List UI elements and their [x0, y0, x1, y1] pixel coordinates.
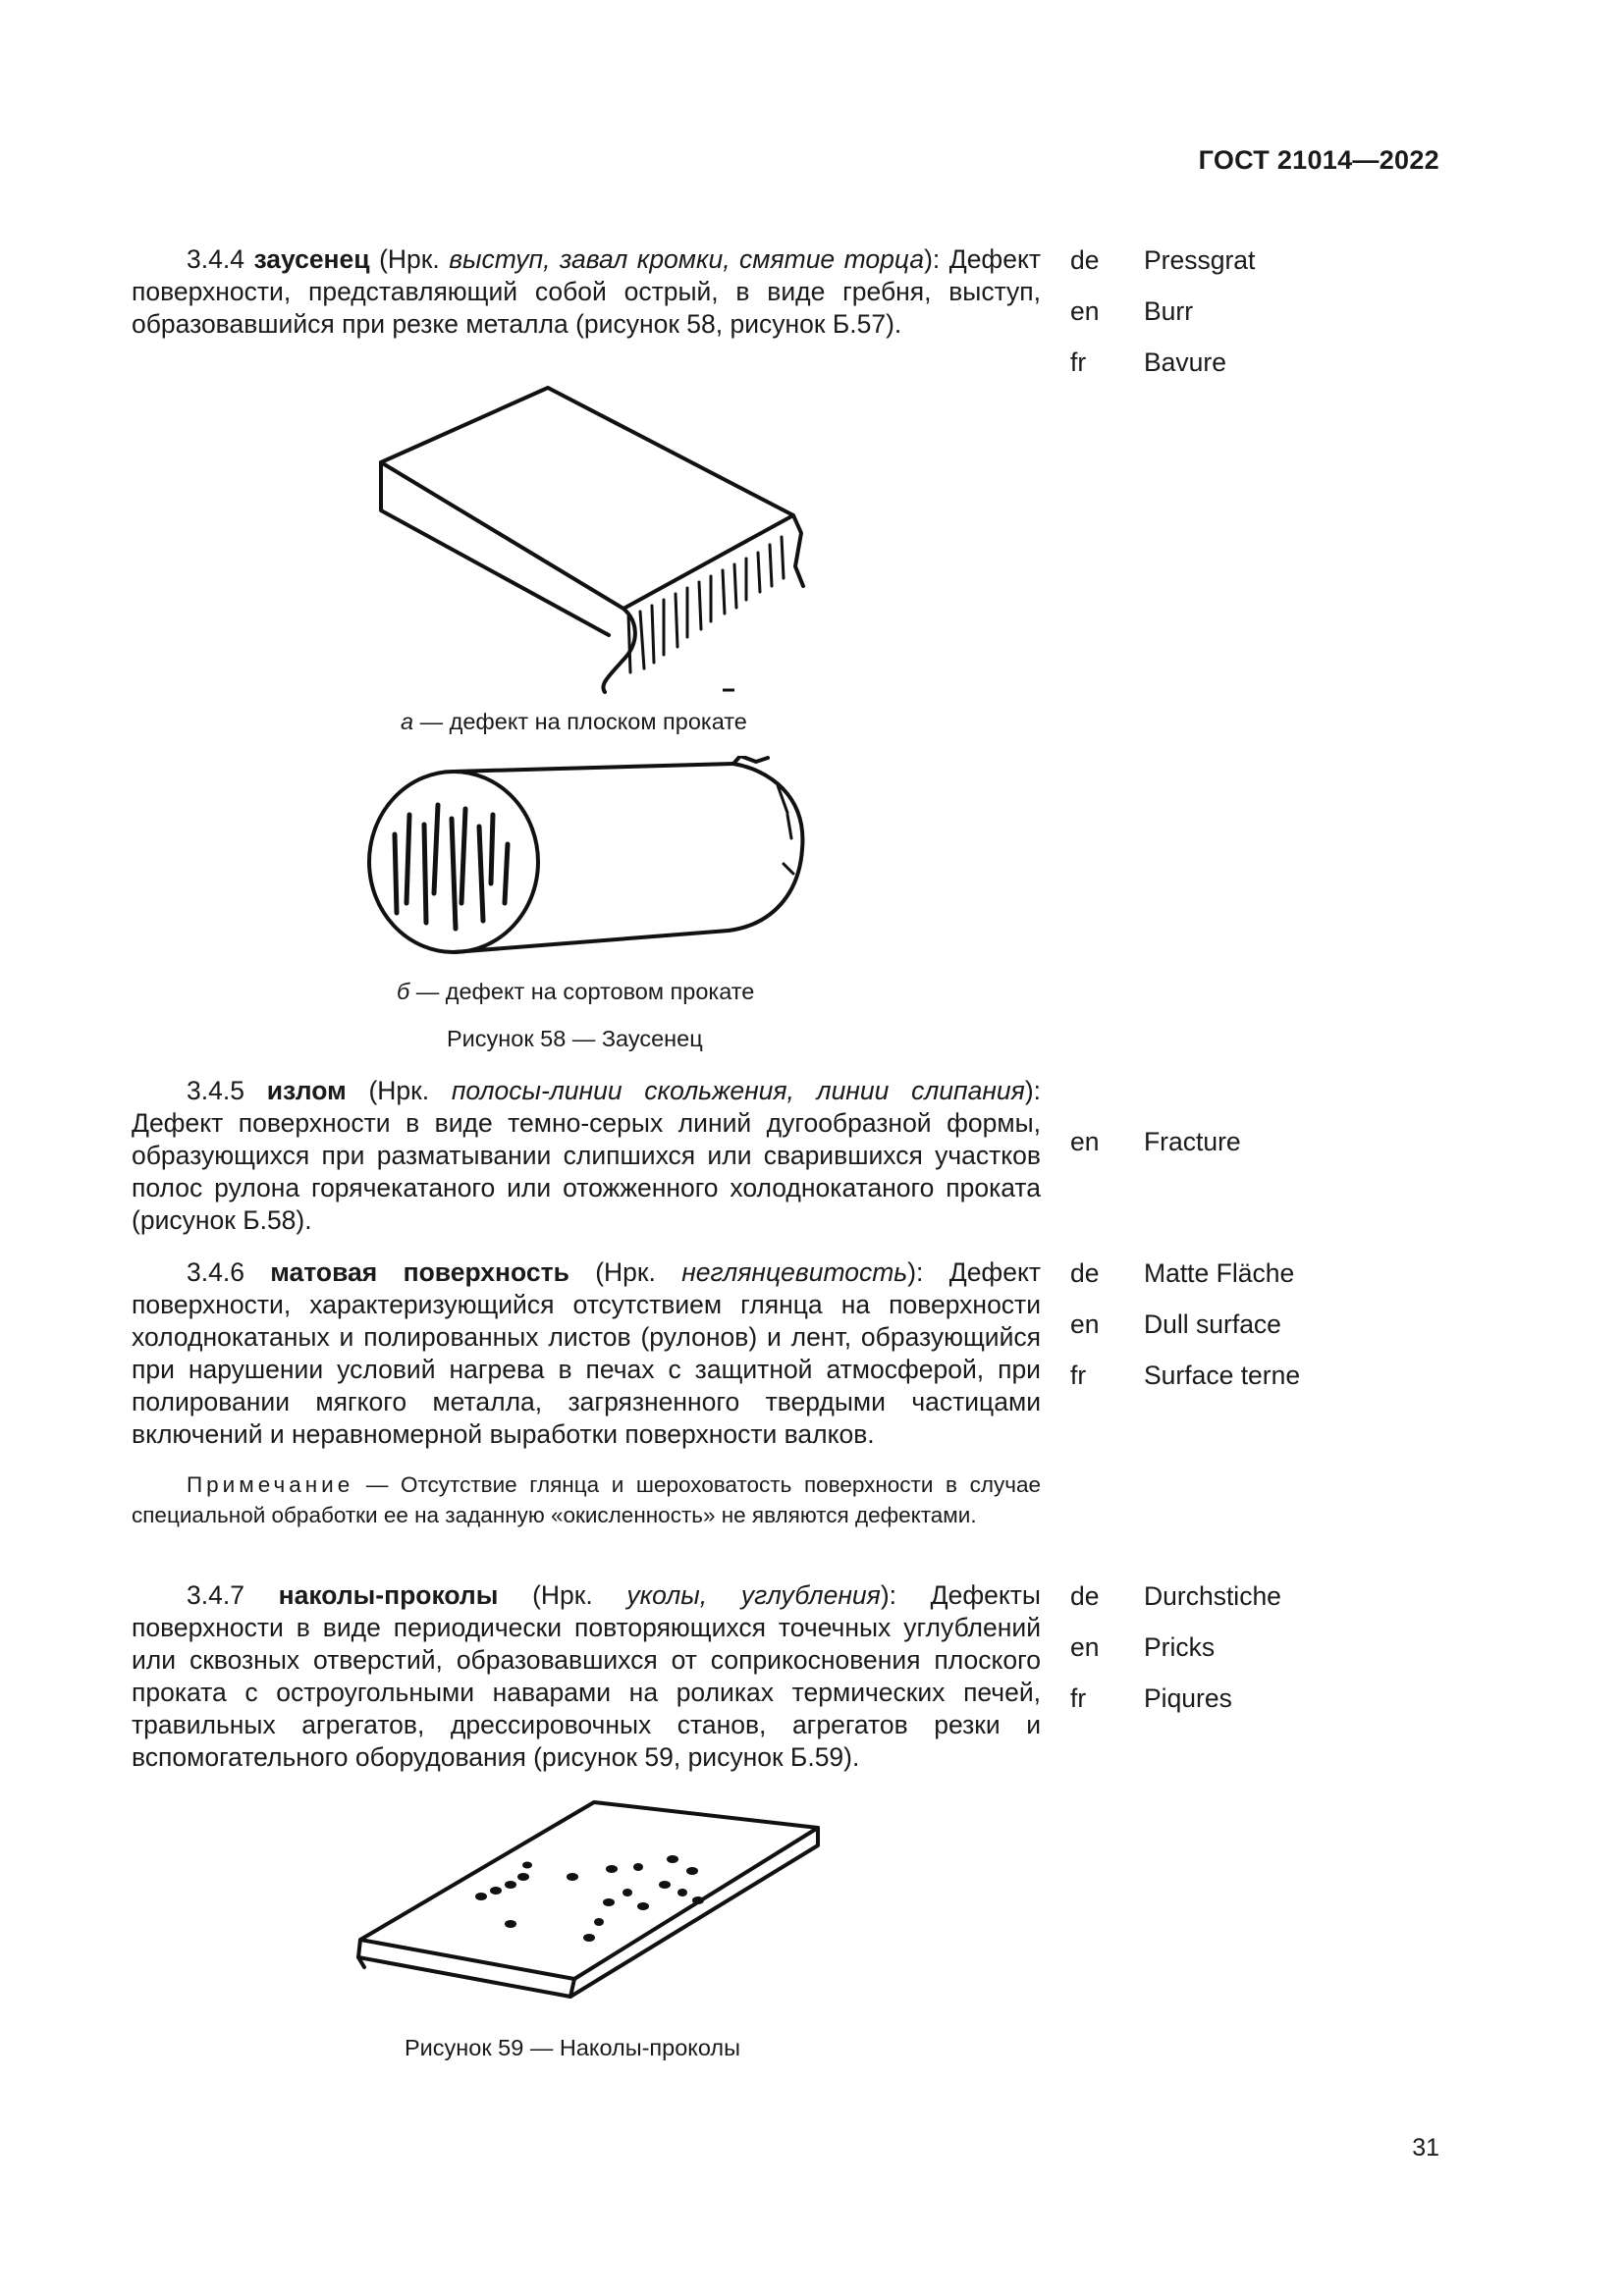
lang-code: de — [1070, 1581, 1100, 1611]
lang-code: de — [1070, 1258, 1100, 1288]
term-definition: Дефекты поверхности в виде периодически повторяющихся точечных углублений или сквозных отверстий, образовавшихся от соприкосновения плоского проката с остроугольными наварами на роликах термических печей, травильных агрегатов, дрессировочных станов, агрегатов резки и вспомогательного оборудования (рисунок 59, рисунок Б.59). — [132, 1580, 1041, 1772]
term-name: заусенец — [253, 244, 370, 274]
equivalents-3-4-6 — [1070, 1258, 1365, 1412]
term-3-4-4: 3.4.4 заусенец (Нрк. выступ, завал кромки, смятие торца): Дефект поверхности, представляющий собой острый, в виде гребня, выступ, образовавшийся при резке металла (рисунок 58, рисунок Б.57). — [132, 244, 1042, 339]
equivalents-3-4-7 — [1070, 1581, 1365, 1735]
term-synonyms: выступ, завал кромки, смятие торца — [449, 244, 925, 274]
page-number: 31 — [1412, 2134, 1439, 2162]
foreign-term: Pricks — [1144, 1632, 1216, 1662]
term-3-4-5: 3.4.5 излом (Нрк. полосы-линии скольжения, линии слипания): Дефект поверхности в виде темно-серых линий дугообразной формы, образующихся при разматывании слипшихся или сварившихся участков полос рулона горячекатаного или отожженного холоднокатаного проката (рисунок Б.58). — [132, 1076, 1042, 1235]
note-text: — Отсутствие глянца и шероховатость поверхности в случае специальной обработки ее на заданную «окисленность» не являются дефектами. — [132, 1472, 1041, 1527]
term-3-4-7: 3.4.7 наколы-проколы (Нрк. уколы, углубления): Дефекты поверхности в виде периодически повторяющихся точечных углублений или сквозных отверстий, образовавшихся от соприкосновения плоского проката с остроугольными наварами на роликах термических печей, травильных агрегатов, дрессировочных станов, агрегатов резки и вспомогательного оборудования (рисунок 59, рисунок Б.59). — [132, 1580, 1041, 1772]
figure-58b-round-burr — [355, 756, 817, 967]
lang-code: en — [1070, 296, 1100, 326]
figure-58-title: Рисунок 58 — Заусенец — [447, 1026, 703, 1051]
term-synonyms: полосы-линии скольжения, линии слипания — [451, 1076, 1025, 1105]
lang-code: en — [1070, 1632, 1100, 1662]
term-number: 3.4.7 — [187, 1580, 244, 1610]
note — [132, 1469, 1041, 1530]
lang-code: fr — [1070, 347, 1087, 377]
equivalents-3-4-5 — [1070, 1127, 1365, 1178]
lang-code: fr — [1070, 1361, 1087, 1390]
foreign-term: Fracture — [1144, 1127, 1241, 1156]
term-definition: Дефект поверхности, представляющий собой острый, в виде гребня, выступ, образовавшийся при резке металла (рисунок 58, рисунок Б.57). — [132, 244, 1042, 339]
figure-58b-caption: б — дефект на сортовом прокате — [397, 979, 755, 1004]
figure-58a-flat-burr — [363, 378, 815, 702]
term-number: 3.4.6 — [187, 1257, 244, 1287]
note-label: Примечание — [187, 1472, 354, 1497]
term-name: наколы-проколы — [278, 1580, 499, 1610]
foreign-term: Burr — [1144, 296, 1194, 326]
figure-58a-caption: а — дефект на плоском прокате — [401, 709, 747, 734]
term-number: 3.4.5 — [187, 1076, 244, 1105]
term-definition: Дефект поверхности, характеризующийся отсутствием глянца на поверхности холоднокатаных и полированных листов (рулонов) и лент, образующийся при нарушении условий нагрева в печах с защитной атмосферой, при полировании мягкого металла, загрязненного твердыми частицами включений и неравномерной выработки поверхности валков. — [132, 1257, 1042, 1449]
term-name: матовая поверхность — [270, 1257, 569, 1287]
term-synonyms: уколы, углубления — [626, 1580, 881, 1610]
term-synonyms: неглянцевитость — [681, 1257, 908, 1287]
equivalents-3-4-4 — [1070, 245, 1365, 399]
foreign-term: Piqures — [1144, 1683, 1232, 1713]
foreign-term: Matte Fläche — [1144, 1258, 1295, 1288]
lang-code: fr — [1070, 1683, 1087, 1713]
lang-code: en — [1070, 1309, 1100, 1339]
lang-code: de — [1070, 245, 1100, 275]
foreign-term: Durchstiche — [1144, 1581, 1281, 1611]
foreign-term: Bavure — [1144, 347, 1226, 377]
term-name: излом — [266, 1076, 347, 1105]
document-header: ГОСТ 21014—2022 — [1198, 145, 1439, 175]
foreign-term: Pressgrat — [1144, 245, 1256, 275]
term-number: 3.4.4 — [187, 244, 244, 274]
term-3-4-6: 3.4.6 матовая поверхность (Нрк. неглянцевитость): Дефект поверхности, характеризующийся отсутствием глянца на поверхности холоднокатаных и полированных листов (рулонов) и лент, образующийся при нарушении условий нагрева в печах с защитной атмосферой, при полировании мягкого металла, загрязненного твердыми частицами включений и неравномерной выработки поверхности валков. — [132, 1257, 1042, 1449]
lang-code: en — [1070, 1127, 1100, 1156]
foreign-term: Dull surface — [1144, 1309, 1281, 1339]
figure-59-pricks — [349, 1794, 830, 2001]
figure-59-title: Рисунок 59 — Наколы-проколы — [405, 2035, 740, 2060]
foreign-term: Surface terne — [1144, 1361, 1301, 1390]
term-definition: Дефект поверхности в виде темно-серых линий дугообразной формы, образующихся при разматывании слипшихся или сварившихся участков полос рулона горячекатаного или отожженного холоднокатаного проката (рисунок Б.58). — [132, 1108, 1041, 1235]
